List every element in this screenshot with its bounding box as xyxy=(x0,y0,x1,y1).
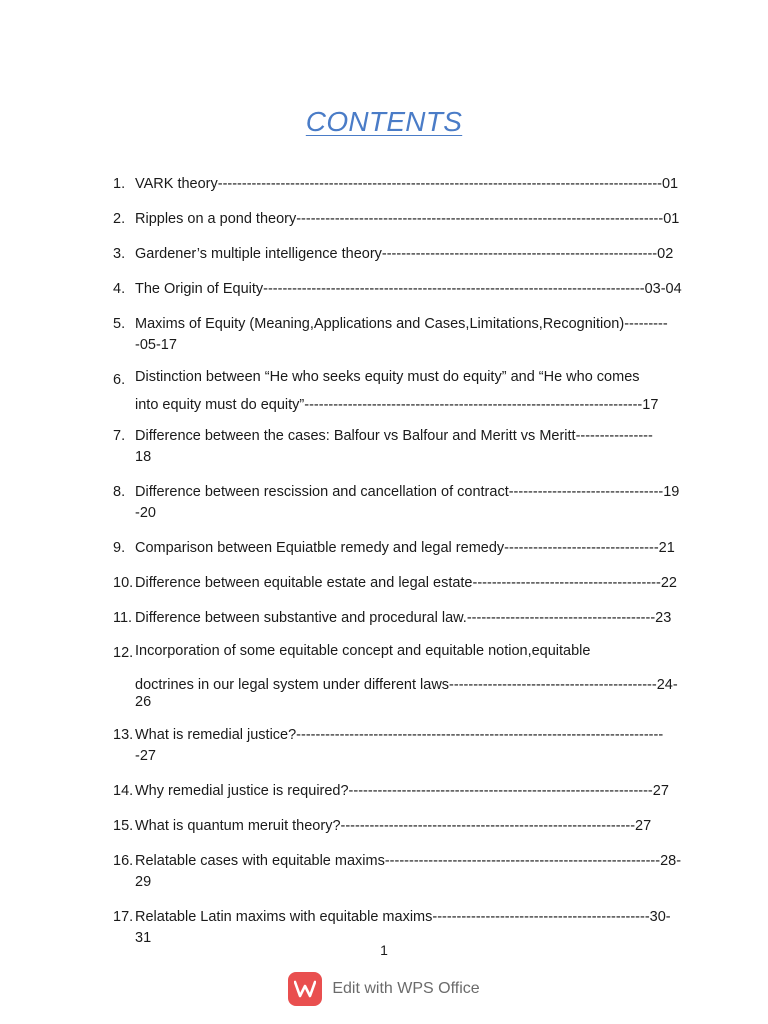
table-of-contents xyxy=(113,174,683,949)
toc-entry xyxy=(113,279,683,300)
toc-number: 15. xyxy=(113,818,134,834)
toc-entry xyxy=(113,725,683,767)
toc-text: Difference between equitable estate and legal estate---------------------------------------22 xyxy=(135,575,677,591)
toc-text: Relatable cases with equitable maxims---------------------------------------------------------28-29 xyxy=(135,853,682,890)
toc-number: 1. xyxy=(113,176,126,192)
toc-number: 7. xyxy=(113,428,126,444)
toc-entry xyxy=(113,538,683,559)
toc-number: 10. xyxy=(113,575,134,591)
toc-number: 9. xyxy=(113,540,126,556)
toc-number: 13. xyxy=(113,727,134,743)
toc-number: 6. xyxy=(113,372,126,388)
wps-edit-banner[interactable] xyxy=(0,972,768,1006)
toc-entry xyxy=(113,573,683,594)
page-number: 1 xyxy=(380,942,388,958)
toc-text: Incorporation of some equitable concept and equitable notion,equitable doctrines in our legal system under different laws-------------------------------------------24- 26 xyxy=(135,643,678,710)
toc-number: 12. xyxy=(113,645,134,661)
toc-text: Difference between substantive and procedural law.---------------------------------------23 xyxy=(135,610,672,626)
toc-entry xyxy=(113,244,683,265)
toc-text: The Origin of Equity-------------------------------------------------------------------------------03-04 xyxy=(135,281,682,297)
toc-text: Relatable Latin maxims with equitable maxims---------------------------------------------30-31 xyxy=(135,909,671,946)
toc-text: Difference between the cases: Balfour vs Balfour and Meritt vs Meritt---------------- 18 xyxy=(135,428,653,465)
toc-number: 14. xyxy=(113,783,134,799)
toc-entry xyxy=(113,608,683,629)
toc-number: 17. xyxy=(113,909,134,925)
toc-entry xyxy=(113,643,683,711)
toc-entry xyxy=(113,781,683,802)
toc-text: Maxims of Equity (Meaning,Applications and Cases,Limitations,Recognition)--------- -05-17 xyxy=(135,316,668,353)
toc-number: 5. xyxy=(113,316,126,332)
toc-entry xyxy=(113,482,683,524)
toc-number: 11. xyxy=(113,610,133,626)
toc-text: Ripples on a pond theory----------------------------------------------------------------------------01 xyxy=(135,211,680,227)
toc-entry xyxy=(113,314,683,356)
toc-text: VARK theory--------------------------------------------------------------------------------------------01 xyxy=(135,176,679,192)
toc-entry xyxy=(113,174,683,195)
toc-entry xyxy=(113,816,683,837)
toc-number: 4. xyxy=(113,281,126,297)
toc-text: Difference between rescission and cancellation of contract--------------------------------19 -20 xyxy=(135,484,680,521)
toc-number: 3. xyxy=(113,246,126,262)
toc-text: Gardener’s multiple intelligence theory---------------------------------------------------------02 xyxy=(135,246,674,262)
toc-text: What is remedial justice?-----------------------------------------------------------------------------27 xyxy=(135,727,664,764)
toc-text: Comparison between Equiatble remedy and legal remedy--------------------------------21 xyxy=(135,540,675,556)
wps-edit-label[interactable]: Edit with WPS Office xyxy=(332,980,480,997)
toc-entry xyxy=(113,370,683,412)
toc-entry xyxy=(113,426,683,468)
toc-number: 8. xyxy=(113,484,126,500)
toc-number: 16. xyxy=(113,853,134,869)
toc-text: Distinction between “He who seeks equity must do equity” and “He who comes into equity must do equity”----------------------------------------------------------------------17 xyxy=(135,369,659,413)
toc-entry xyxy=(113,851,683,893)
toc-text: Why remedial justice is required?---------------------------------------------------------------27 xyxy=(135,783,669,799)
page-title: CONTENTS xyxy=(305,106,463,137)
wps-logo-icon xyxy=(288,972,322,1006)
toc-entry xyxy=(113,209,683,230)
toc-number: 2. xyxy=(113,211,126,227)
toc-text: What is quantum meruit theory?-------------------------------------------------------------27 xyxy=(135,818,652,834)
